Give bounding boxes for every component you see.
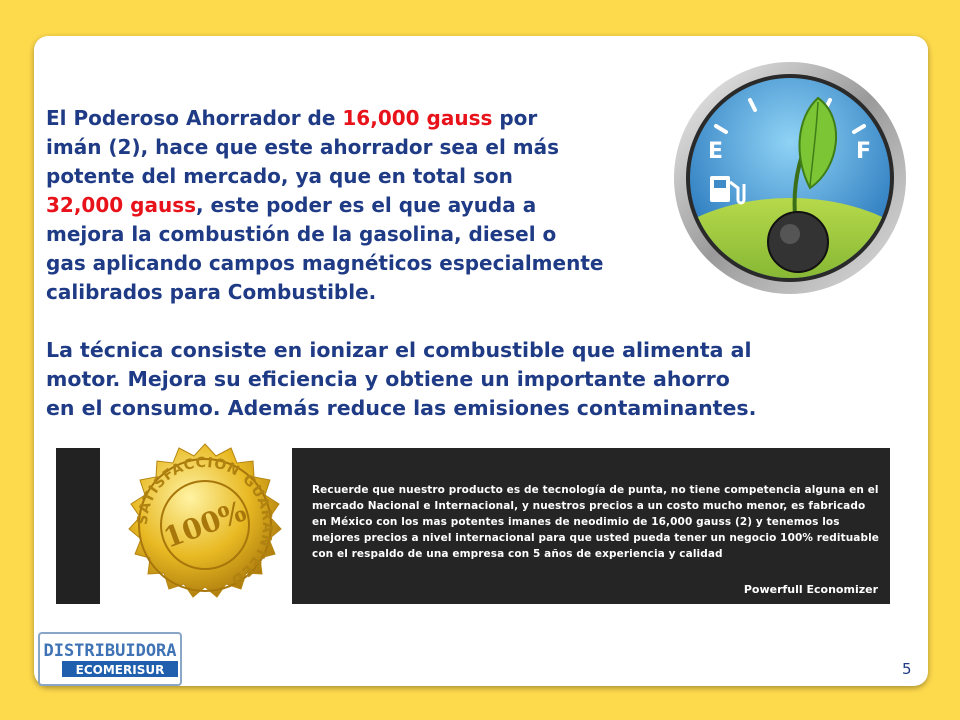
logo-line-1: DISTRIBUIDORA	[43, 641, 177, 661]
gauge-full-label: F	[856, 139, 872, 164]
banner-text: Recuerde que nuestro producto es de tecnología de punta, no tiene competencia alguna en el mercado Nacional e Internacional, y nuestros precios a un costo mucho menor, es fabricado en México con los mas potentes imanes de neodimio de 16,000 gauss (2) y tenemos los mejores precios a nivel internacional para que usted pueda tener un negocio 100% redituable con el respaldo de una empresa con 5 años de experiencia y calidad	[312, 484, 879, 560]
satisfaction-seal-icon	[120, 440, 290, 610]
banner-brand: Powerfull Economizer	[743, 583, 878, 596]
fuel-gauge-icon	[670, 58, 910, 298]
intro-line-2: imán (2), hace que este ahorrador sea el más	[46, 135, 560, 159]
page-number: 5	[902, 660, 912, 678]
seal-ring-text: SATISFACCION GUARANTEED	[134, 454, 276, 589]
company-logo[interactable]	[38, 632, 182, 686]
gauge-hub	[768, 212, 828, 272]
gauge-empty-label: E	[708, 139, 724, 164]
technique-line-2: motor. Mejora su eficiencia y obtiene un importante ahorro	[46, 367, 730, 391]
technique-line-3: en el consumo. Además reduce las emisiones contaminantes.	[46, 396, 757, 420]
logo-line-2: ECOMERISUR	[75, 663, 165, 677]
intro-line-7: calibrados para Combustible.	[46, 280, 377, 304]
intro-paragraph	[46, 104, 668, 314]
info-banner	[292, 448, 890, 604]
banner-left-bar	[56, 448, 100, 604]
gauss-highlight-1: 16,000 gauss	[342, 106, 493, 130]
seal-percent: 100%	[159, 494, 251, 555]
technique-line-1: La técnica consiste en ionizar el combustible que alimenta al	[46, 338, 752, 362]
intro-line-6: gas aplicando campos magnéticos especialmente	[46, 251, 604, 275]
intro-line-5: mejora la combustión de la gasolina, diesel o	[46, 222, 557, 246]
intro-line-1: El Poderoso Ahorrador de 16,000 gauss por	[46, 106, 538, 130]
gauss-highlight-2: 32,000 gauss	[46, 193, 196, 217]
intro-line-3: potente del mercado, ya que en total son	[46, 164, 513, 188]
technique-paragraph	[46, 336, 906, 423]
intro-line-4: 32,000 gauss, este poder es el que ayuda a	[46, 193, 537, 217]
